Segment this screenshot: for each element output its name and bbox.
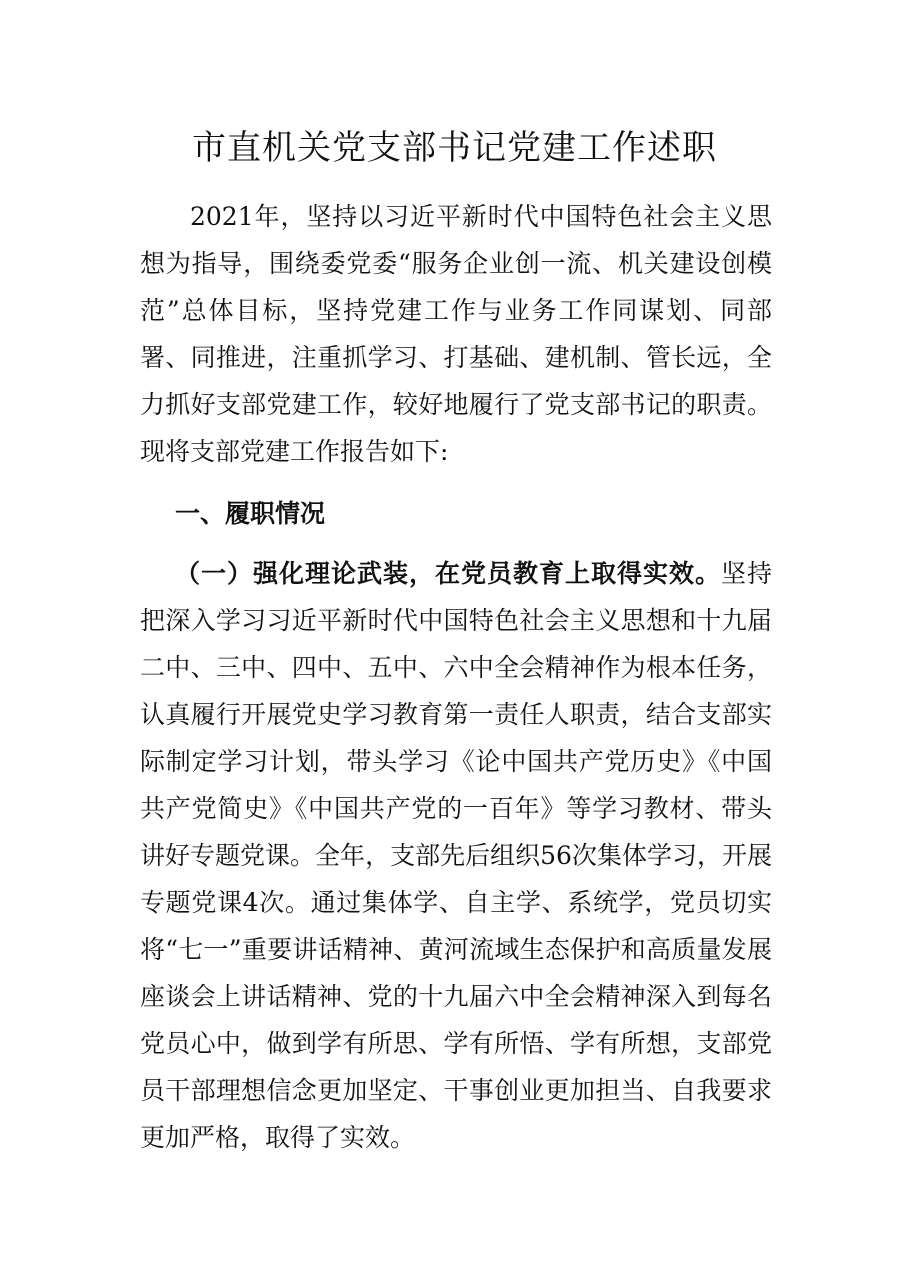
subsection-lead: （一）强化理论武装，在党员教育上取得实效。	[175, 559, 721, 588]
intro-paragraph: 2021年，坚持以习近平新时代中国特色社会主义思想为指导，围绕委党委“服务企业创一流、机关建设创模范”总体目标，坚持党建工作与业务工作同谋划、同部署、同推进，注重抓学习、打基础、建机制、管长远，全力抓好支部党建工作，较好地履行了党支部书记的职责。现将支部党建工作报告如下:	[140, 202, 772, 466]
section-heading-performance: 一、履职情况	[175, 499, 326, 528]
document-title: 市直机关党支部书记党建工作述职	[192, 128, 717, 168]
subsection-paragraph-theory	[140, 550, 772, 1161]
subsection-body: 坚持把深入学习习近平新时代中国特色社会主义思想和十九届二中、三中、四中、五中、六中全会精神作为根本任务，认真履行开展党史学习教育第一责任人职责，结合支部实际制定学习计划，带头学习《论中国共产党历史》《中国共产党简史》《中国共产党的一百年》等学习教材、带头讲好专题党课。全年，支部先后组织56次集体学习，开展专题党课4次。通过集体学、自主学、系统学，党员切实将“七一”重要讲话精神、黄河流域生态保护和高质量发展座谈会上讲话精神、党的十九届六中全会精神深入到每名党员心中，做到学有所思、学有所悟、学有所想，支部党员干部理想信念更加坚定、干事创业更加担当、自我要求更加严格，取得了实效。	[140, 559, 772, 1152]
